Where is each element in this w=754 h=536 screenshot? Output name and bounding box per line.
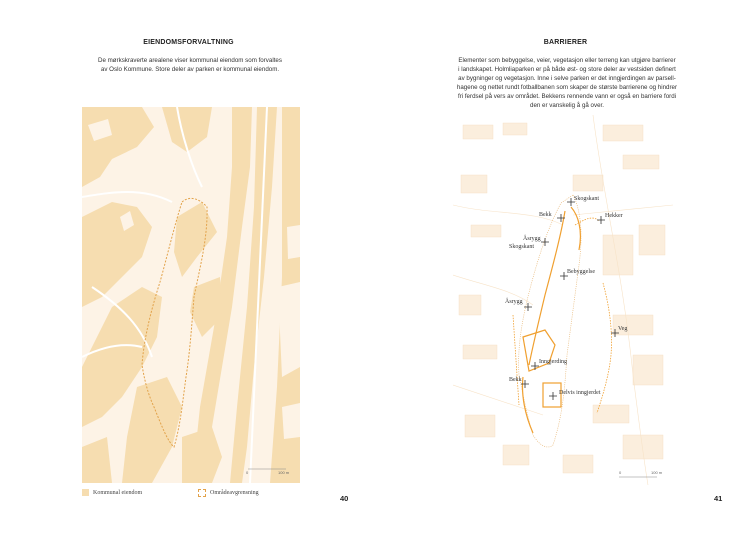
right-body-line: den er vanskelig å gå over. (530, 102, 604, 109)
map-label: Veg (618, 326, 628, 332)
right-body-line: i landskapet. Holmliaparken er på både øst- og store deler av vestsiden definert (458, 66, 676, 73)
right-scale-zero: 0 (619, 470, 622, 475)
right-body-line: fri ferdsel på vers av området. Bekkens rennende vann er også en barriere fordi (457, 93, 677, 100)
map-label: Bekk (509, 377, 522, 383)
right-body-line: av bygninger og vegetasjon. Inne i selve parken er det inngjerdingen av parsell- (458, 75, 676, 82)
legend-label: Kommunal eiendom (93, 489, 143, 496)
page-number: 40 (340, 494, 349, 503)
left-heading: EIENDOMSFORVALTNING (143, 39, 234, 46)
left-body-text (70, 56, 310, 74)
map-label: Inngjerding (539, 359, 567, 365)
left-scale-label: 100 m (278, 470, 290, 475)
legend-item-kommunal (82, 489, 142, 496)
map-label: Delvis inngjerdet (559, 390, 601, 396)
property-map (82, 107, 300, 483)
page-number: 41 (714, 494, 723, 503)
right-heading: BARRIERER (543, 39, 588, 46)
right-body-line: hagene og nettet rundt fotballbanen som skaper de største barrierene og hindrer (456, 84, 678, 91)
right-body-line: Elementer som bebyggelse, veier, vegetasjon eller terreng kan utgjøre barrierer (458, 57, 676, 64)
left-scale-zero: 0 (246, 470, 249, 475)
right-body-text (427, 56, 707, 110)
filled-swatch-icon (82, 489, 89, 496)
left-body-line: De mørkskraverte arealene viser kommunal eiendom som forvaltes (98, 57, 282, 64)
dashed-outline-icon (198, 489, 206, 497)
map-label: Bebyggelse (567, 269, 595, 275)
map-label: Åsrygg (523, 236, 541, 242)
map-label: Skogskant (509, 244, 535, 250)
legend-item-omradeavgrensning (198, 489, 259, 497)
left-body-line: av Oslo Kommune. Store deler av parken er kommunal eiendom. (100, 66, 280, 73)
map-label: Hekker (605, 213, 623, 219)
legend-label: Områdeavgrensning (210, 490, 259, 496)
map-label: Skogskant (574, 196, 600, 202)
map-label: Bekk (539, 212, 552, 218)
barrier-map (453, 115, 673, 485)
map-label: Åsrygg (505, 299, 523, 305)
right-page (377, 0, 754, 536)
right-scale-label: 100 m (651, 470, 663, 475)
